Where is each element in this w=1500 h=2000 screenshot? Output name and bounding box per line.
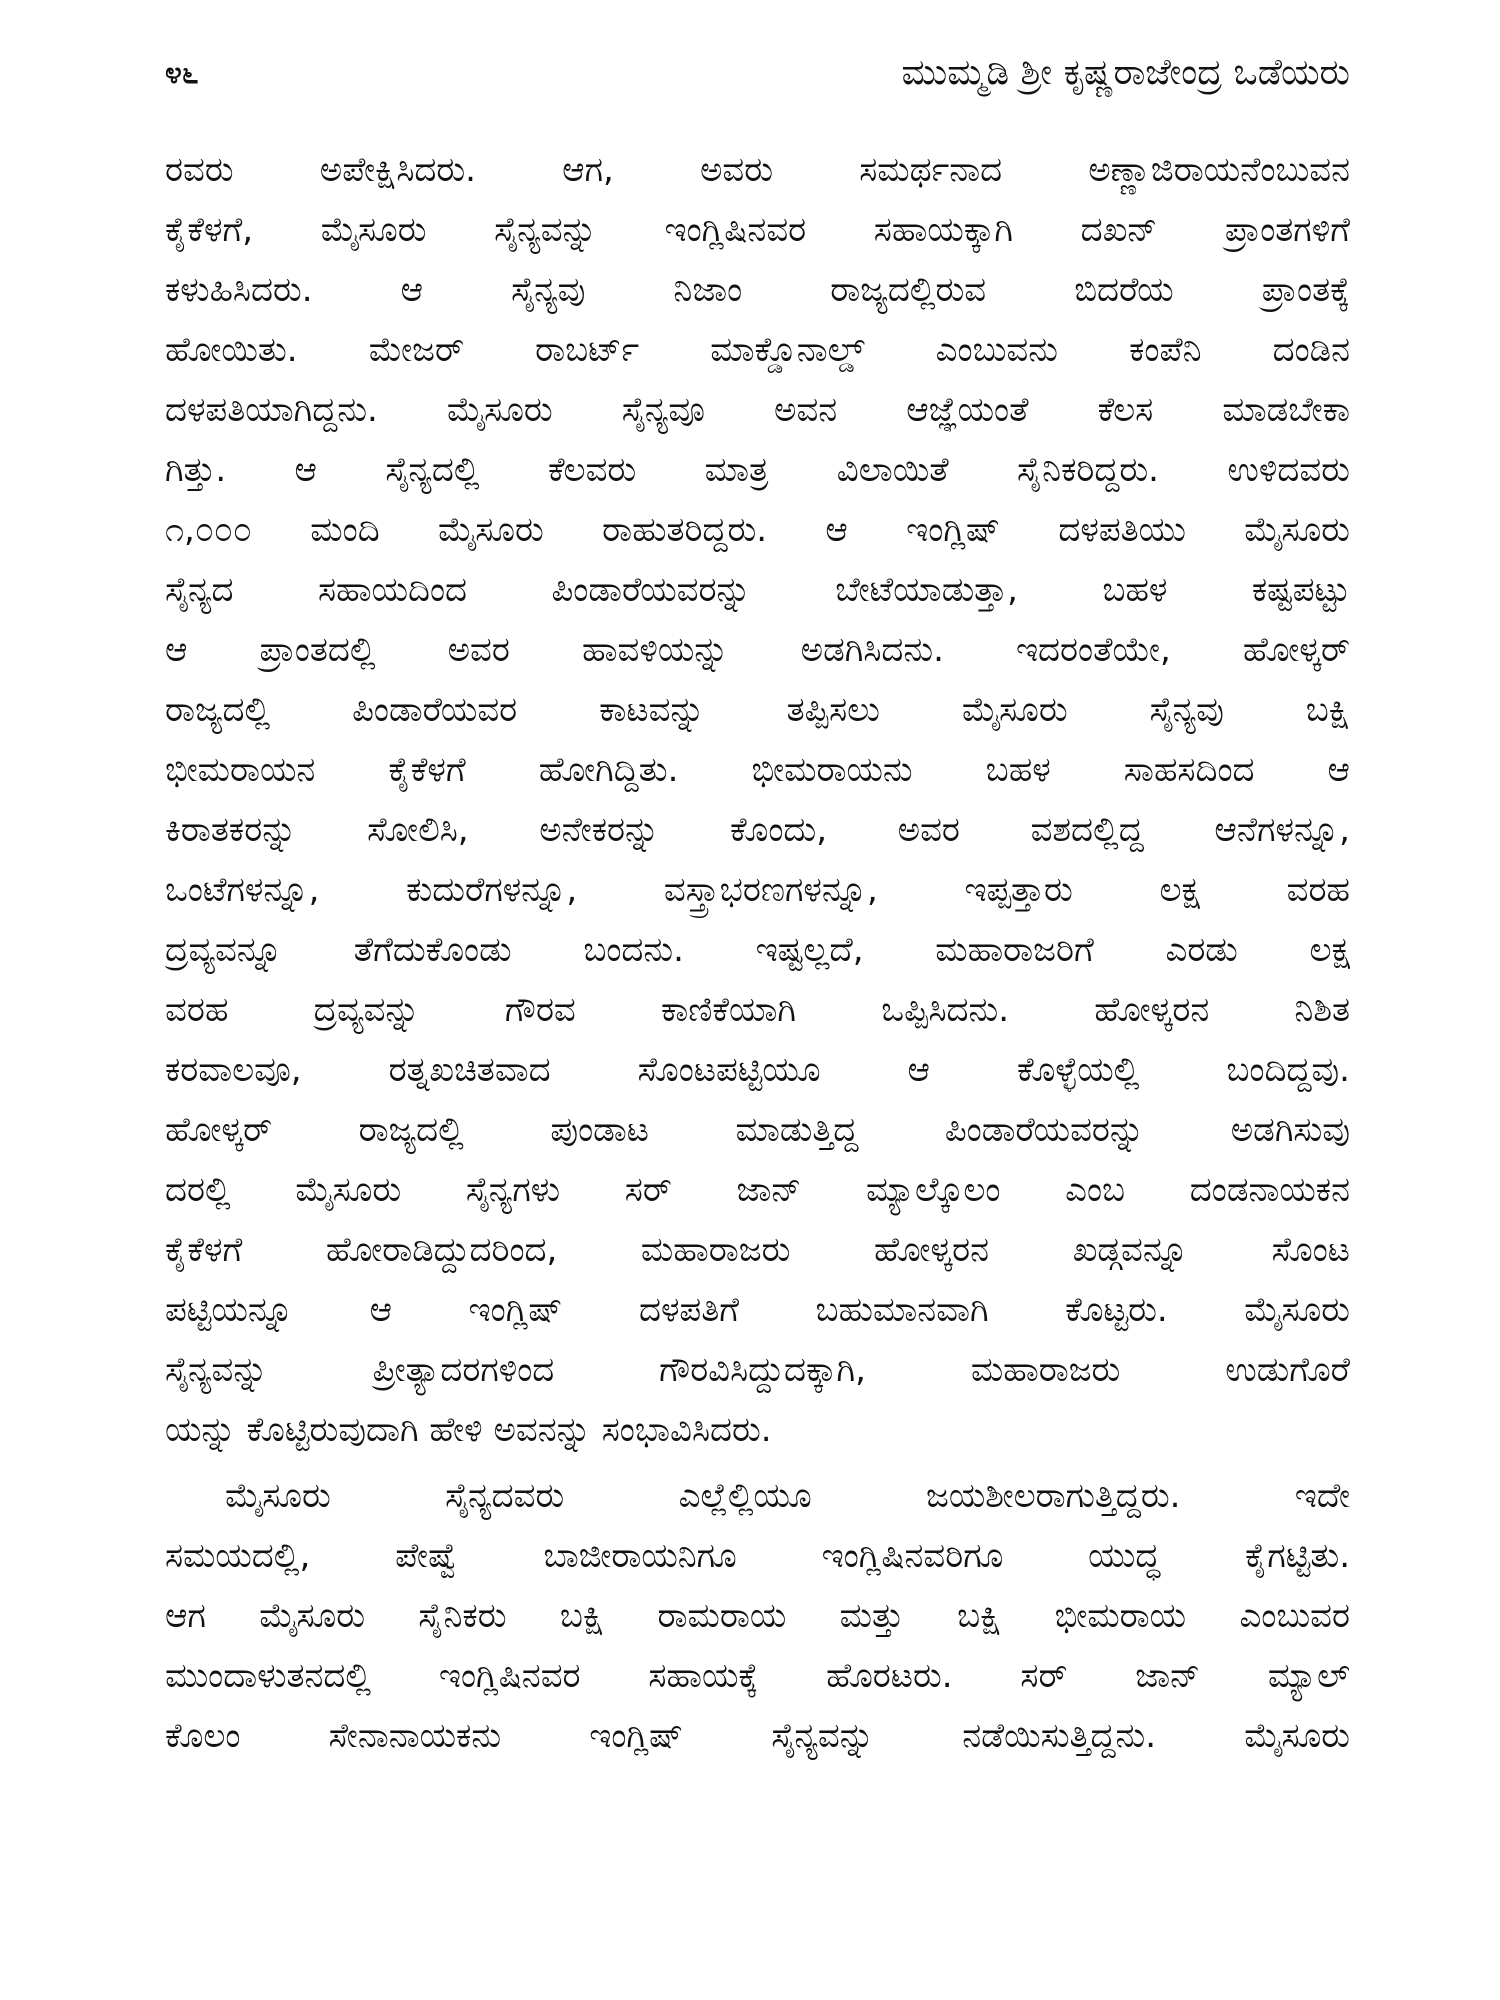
text-line: ರಾಜ್ಯದಲ್ಲಿ ಪಿಂಡಾರೆಯವರ ಕಾಟವನ್ನು ತಪ್ಪಿಸಲು ಮೈಸೂರು ಸೈನ್ಯವು ಬಕ್ಷಿ — [165, 690, 1350, 730]
text-line: ಕೊಲಂ ಸೇನಾನಾಯಕನು ಇಂಗ್ಲಿಷ್ ಸೈನ್ಯವನ್ನು ನಡೆಯಿಸುತ್ತಿದ್ದನು. ಮೈಸೂರು — [165, 1716, 1350, 1756]
text-line: ಮುಂದಾಳುತನದಲ್ಲಿ ಇಂಗ್ಲಿಷಿನವರ ಸಹಾಯಕ್ಕೆ ಹೊರಟರು. ಸರ್ ಜಾನ್ ಮ್ಯಾಲ್ — [165, 1656, 1350, 1696]
text-line: ದರಲ್ಲಿ ಮೈಸೂರು ಸೈನ್ಯಗಳು ಸರ್ ಜಾನ್ ಮ್ಯಾಲ್ಕೊಲಂ ಎಂಬ ದಂಡನಾಯಕನ — [165, 1170, 1350, 1210]
text-line: ಪಟ್ಟಿಯನ್ನೂ ಆ ಇಂಗ್ಲಿಷ್ ದಳಪತಿಗೆ ಬಹುಮಾನವಾಗಿ ಕೊಟ್ಟರು. ಮೈಸೂರು — [165, 1290, 1350, 1330]
text-line: ರವರು ಅಪೇಕ್ಷಿಸಿದರು. ಆಗ, ಅವರು ಸಮರ್ಥನಾದ ಅಣ್ಣಾಜಿರಾಯನೆಂಬುವನ — [165, 150, 1350, 190]
text-line: ಮೈಸೂರು ಸೈನ್ಯದವರು ಎಲ್ಲೆಲ್ಲಿಯೂ ಜಯಶೀಲರಾಗುತ್ತಿದ್ದರು. ಇದೇ — [225, 1476, 1350, 1516]
text-line: ಕೈಕೆಳಗೆ, ಮೈಸೂರು ಸೈನ್ಯವನ್ನು ಇಂಗ್ಲಿಷಿನವರ ಸಹಾಯಕ್ಕಾಗಿ ದಖನ್ ಪ್ರಾಂತಗಳಿಗೆ — [165, 210, 1350, 250]
text-line: ವರಹ ದ್ರವ್ಯವನ್ನು ಗೌರವ ಕಾಣಿಕೆಯಾಗಿ ಒಪ್ಪಿಸಿದನು. ಹೋಳ್ಕರನ ನಿಶಿತ — [165, 990, 1350, 1030]
text-line: ಸೈನ್ಯದ ಸಹಾಯದಿಂದ ಪಿಂಡಾರೆಯವರನ್ನು ಬೇಟೆಯಾಡುತ್ತಾ, ಬಹಳ ಕಷ್ಟಪಟ್ಟು — [165, 570, 1350, 610]
paragraph-2 — [165, 1466, 1350, 1766]
text-line: ಆಗ ಮೈಸೂರು ಸೈನಿಕರು ಬಕ್ಷಿ ರಾಮರಾಯ ಮತ್ತು ಬಕ್ಷಿ ಭೀಮರಾಯ ಎಂಬುವರ — [165, 1596, 1350, 1636]
text-line: ಕೈಕೆಳಗೆ ಹೋರಾಡಿದ್ದುದರಿಂದ, ಮಹಾರಾಜರು ಹೋಳ್ಕರನ ಖಡ್ಗವನ್ನೂ ಸೊಂಟ — [165, 1230, 1350, 1270]
text-line: ಒಂಟೆಗಳನ್ನೂ, ಕುದುರೆಗಳನ್ನೂ, ವಸ್ತ್ರಾಭರಣಗಳನ್ನೂ, ಇಪ್ಪತ್ತಾರು ಲಕ್ಷ ವರಹ — [165, 870, 1350, 910]
text-line: ಹೋಯಿತು. ಮೇಜರ್ ರಾಬರ್ಟ್ ಮಾಕ್ಡೊನಾಲ್ಡ್ ಎಂಬುವನು ಕಂಪೆನಿ ದಂಡಿನ — [165, 330, 1350, 370]
text-line: ಆ ಪ್ರಾಂತದಲ್ಲಿ ಅವರ ಹಾವಳಿಯನ್ನು ಅಡಗಿಸಿದನು. ಇದರಂತೆಯೇ, ಹೋಳ್ಕರ್ — [165, 630, 1350, 670]
text-line: ಯನ್ನು ಕೊಟ್ಟಿರುವುದಾಗಿ ಹೇಳಿ ಅವನನ್ನು ಸಂಭಾವಿಸಿದರು. — [165, 1410, 772, 1450]
text-line: ಸೈನ್ಯವನ್ನು ಪ್ರೀತ್ಯಾದರಗಳಿಂದ ಗೌರವಿಸಿದ್ದುದಕ್ಕಾಗಿ, ಮಹಾರಾಜರು ಉಡುಗೊರೆ — [165, 1350, 1350, 1390]
text-line: ಭೀಮರಾಯನ ಕೈಕೆಳಗೆ ಹೋಗಿದ್ದಿತು. ಭೀಮರಾಯನು ಬಹಳ ಸಾಹಸದಿಂದ ಆ — [165, 750, 1350, 790]
text-line: ಸಮಯದಲ್ಲಿ, ಪೇಷ್ವೆ ಬಾಜೀರಾಯನಿಗೂ ಇಂಗ್ಲಿಷಿನವರಿಗೂ ಯುದ್ಧ ಕೈಗಟ್ಟಿತು. — [165, 1536, 1350, 1576]
text-line: ಕಿರಾತಕರನ್ನು ಸೋಲಿಸಿ, ಅನೇಕರನ್ನು ಕೊಂದು, ಅವರ ವಶದಲ್ಲಿದ್ದ ಆನೆಗಳನ್ನೂ, — [165, 810, 1350, 850]
text-line: ಗಿತ್ತು. ಆ ಸೈನ್ಯದಲ್ಲಿ ಕೆಲವರು ಮಾತ್ರ ವಿಲಾಯಿತೆ ಸೈನಿಕರಿದ್ದರು. ಉಳಿದವರು — [165, 450, 1350, 490]
paragraph-1 — [165, 140, 1350, 1460]
page-header — [165, 50, 1350, 100]
body-text — [165, 140, 1350, 1766]
text-line: ದಳಪತಿಯಾಗಿದ್ದನು. ಮೈಸೂರು ಸೈನ್ಯವೂ ಅವನ ಆಜ್ಞೆಯಂತೆ ಕೆಲಸ ಮಾಡಬೇಕಾ — [165, 390, 1350, 430]
page-number: ೪೬ — [165, 56, 199, 91]
text-line: ಕರವಾಲವೂ, ರತ್ನಖಚಿತವಾದ ಸೊಂಟಪಟ್ಟಿಯೂ ಆ ಕೊಳ್ಳೆಯಲ್ಲಿ ಬಂದಿದ್ದವು. — [165, 1050, 1350, 1090]
text-line: ಕಳುಹಿಸಿದರು. ಆ ಸೈನ್ಯವು ನಿಜಾಂ ರಾಜ್ಯದಲ್ಲಿರುವ ಬಿದರೆಯ ಪ್ರಾಂತಕ್ಕೆ — [165, 270, 1350, 310]
text-line: ಹೋಳ್ಕರ್ ರಾಜ್ಯದಲ್ಲಿ ಪುಂಡಾಟ ಮಾಡುತ್ತಿದ್ದ ಪಿಂಡಾರೆಯವರನ್ನು ಅಡಗಿಸುವು — [165, 1110, 1350, 1150]
running-title: ಮುಮ್ಮಡಿ ಶ್ರೀ ಕೃಷ್ಣರಾಜೇಂದ್ರ ಒಡೆಯರು — [901, 52, 1350, 93]
text-line: ದ್ರವ್ಯವನ್ನೂ ತೆಗೆದುಕೊಂಡು ಬಂದನು. ಇಷ್ಟಲ್ಲದೆ, ಮಹಾರಾಜರಿಗೆ ಎರಡು ಲಕ್ಷ — [165, 930, 1350, 970]
text-line: ೧,೦೦೦ ಮಂದಿ ಮೈಸೂರು ರಾಹುತರಿದ್ದರು. ಆ ಇಂಗ್ಲಿಷ್ ದಳಪತಿಯು ಮೈಸೂರು — [165, 510, 1350, 550]
